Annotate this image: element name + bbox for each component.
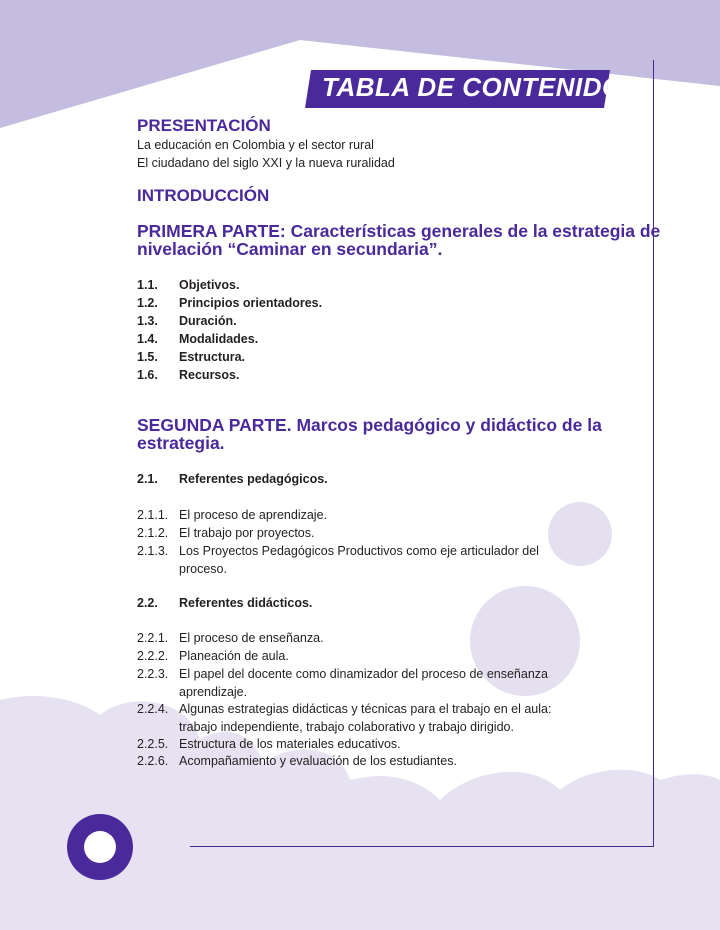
heading-primera-parte-line1: PRIMERA PARTE: Características generales de la estrategia de bbox=[137, 221, 661, 241]
heading-segunda-parte-line2: estrategia. bbox=[137, 433, 225, 453]
toc-num: 2.2. bbox=[137, 596, 158, 610]
toc-text: Estructura de los materiales educativos. bbox=[179, 737, 401, 751]
toc-text: Acompañamiento y evaluación de los estudiantes. bbox=[179, 754, 457, 768]
toc-num: 2.2.1. bbox=[137, 631, 169, 645]
heading-presentacion: PRESENTACIÓN bbox=[137, 116, 271, 135]
toc-num: 2.2.2. bbox=[137, 649, 169, 663]
toc-text: Planeación de aula. bbox=[179, 649, 289, 663]
toc-text: El papel del docente como dinamizador del proceso de enseñanza bbox=[179, 667, 548, 681]
toc-text: trabajo independiente, trabajo colaborativo y trabajo dirigido. bbox=[179, 720, 514, 734]
toc-num: 1.1. bbox=[137, 278, 158, 292]
toc-num: 2.1.1. bbox=[137, 508, 169, 522]
presentacion-item-1: La educación en Colombia y el sector rural bbox=[137, 138, 374, 152]
toc-num: 1.5. bbox=[137, 350, 158, 364]
toc-text: Principios orientadores. bbox=[179, 296, 323, 310]
toc-num: 2.2.6. bbox=[137, 754, 169, 768]
toc-num: 2.1.3. bbox=[137, 544, 169, 558]
toc-text: Referentes didácticos. bbox=[179, 596, 313, 610]
toc-num: 1.3. bbox=[137, 314, 158, 328]
toc-text: Estructura. bbox=[179, 350, 245, 364]
toc-text: Los Proyectos Pedagógicos Productivos como eje articulador del bbox=[179, 544, 539, 558]
toc-num: 1.4. bbox=[137, 332, 158, 346]
toc-text: Recursos. bbox=[179, 368, 240, 382]
toc-text: Referentes pedagógicos. bbox=[179, 472, 328, 486]
toc-text: Objetivos. bbox=[179, 278, 240, 292]
toc-num: 2.2.3. bbox=[137, 667, 169, 681]
toc-num: 1.2. bbox=[137, 296, 158, 310]
heading-primera-parte-line2: nivelación “Caminar en secundaria”. bbox=[137, 239, 443, 259]
toc-num: 2.1.2. bbox=[137, 526, 169, 540]
heading-segunda-parte-line1: SEGUNDA PARTE. Marcos pedagógico y didáctico de la bbox=[137, 415, 602, 435]
small-circle bbox=[548, 502, 612, 566]
toc-num: 2.1. bbox=[137, 472, 158, 486]
toc-text: Modalidades. bbox=[179, 332, 259, 346]
toc-text: Duración. bbox=[179, 314, 237, 328]
frame-right-line bbox=[653, 60, 654, 847]
toc-text: aprendizaje. bbox=[179, 685, 248, 699]
toc-num: 1.6. bbox=[137, 368, 158, 382]
top-swoosh bbox=[0, 0, 720, 128]
decorative-ring-hole bbox=[84, 831, 116, 863]
toc-text: El proceso de enseñanza. bbox=[179, 631, 324, 645]
toc-text: El proceso de aprendizaje. bbox=[179, 508, 328, 522]
toc-text: proceso. bbox=[179, 562, 227, 576]
frame-bottom-line bbox=[190, 846, 654, 847]
toc-text: El trabajo por proyectos. bbox=[179, 526, 315, 540]
toc-text: Algunas estrategias didácticas y técnicas para el trabajo en el aula: bbox=[179, 702, 552, 716]
toc-num: 2.2.4. bbox=[137, 702, 169, 716]
toc-num: 2.2.5. bbox=[137, 737, 169, 751]
presentacion-item-2: El ciudadano del siglo XXI y la nueva ruralidad bbox=[137, 156, 395, 170]
page-title: TABLA DE CONTENIDO bbox=[322, 72, 623, 102]
heading-introduccion: INTRODUCCIÓN bbox=[137, 186, 270, 205]
